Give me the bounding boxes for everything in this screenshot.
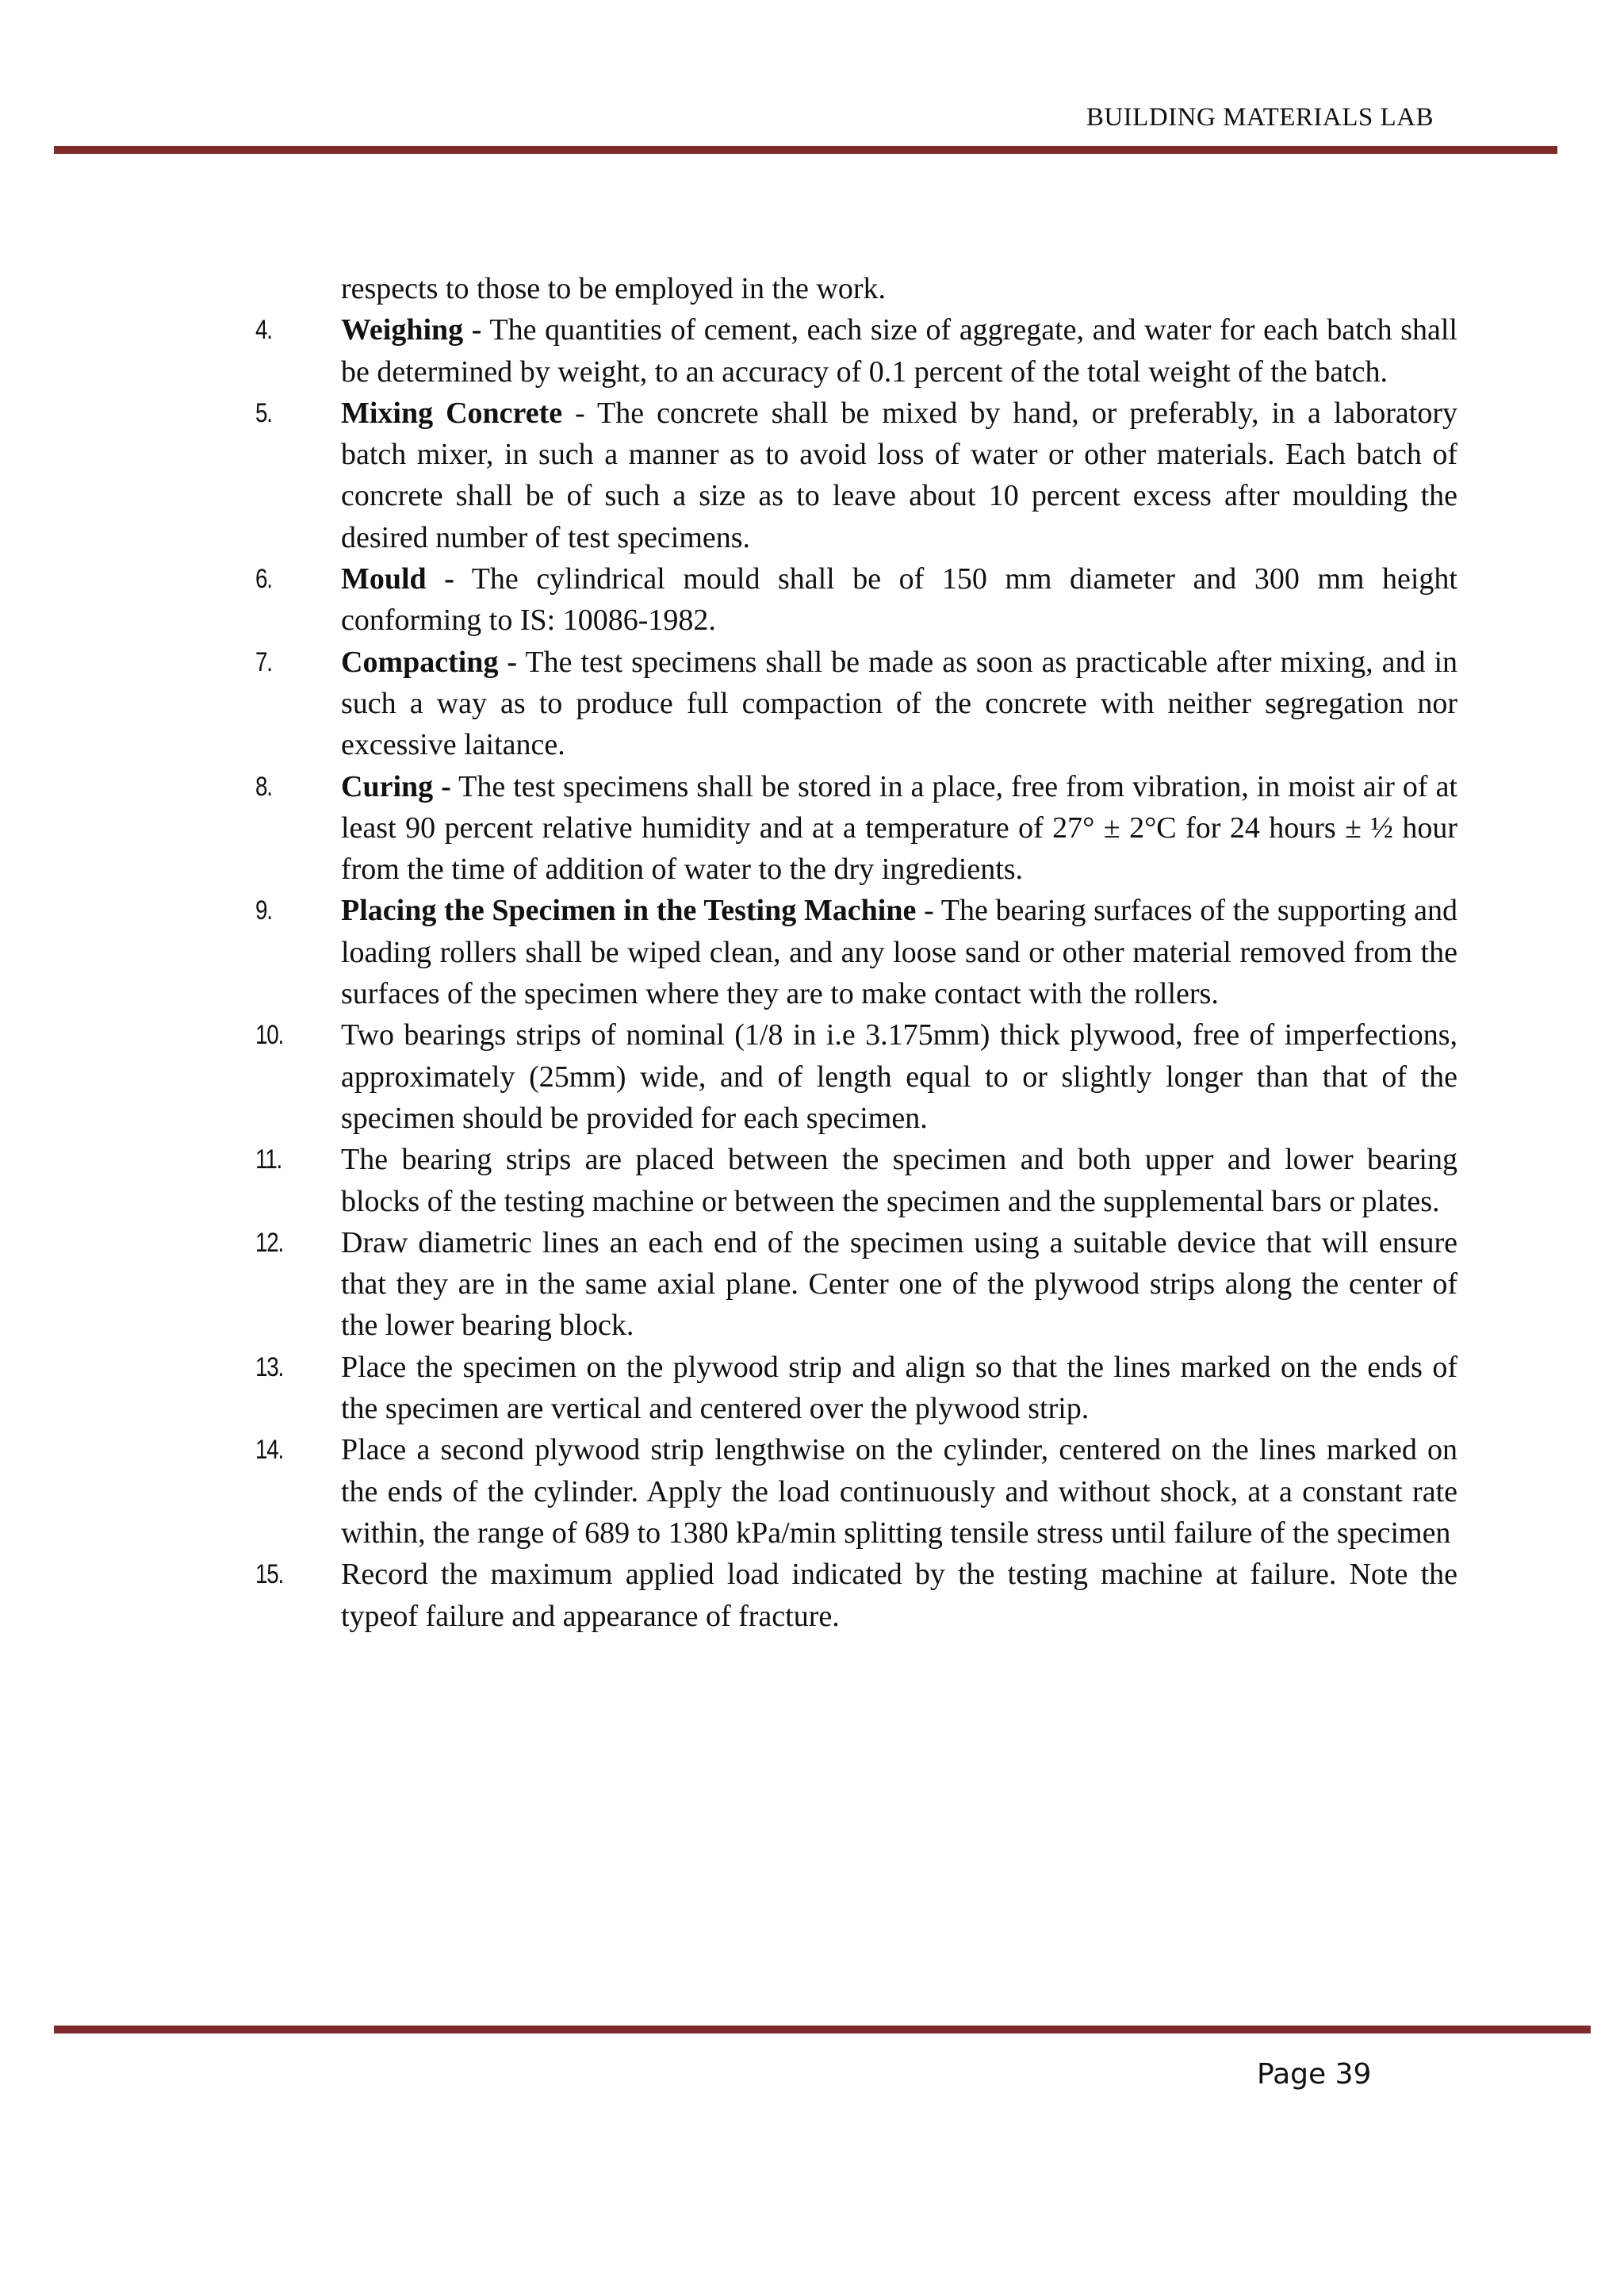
item-lead: Compacting - (341, 645, 518, 679)
list-item (0, 890, 1624, 1014)
item-number: 11. (255, 1144, 282, 1175)
item-number: 13. (255, 1351, 284, 1382)
item-text: Place a second plywood strip lengthwise on the cylinder, centered on the lines marked on the ends of the cylinder. Apply the load continuously and without shock, at a constant rate within, the range of 689 to 1380 kPa/min splitting tensile stress until failure of the specimen (341, 1433, 1457, 1550)
item-lead: Mixing Concrete (341, 396, 563, 430)
continuation-text: respects to those to be employed in the work. (341, 272, 887, 305)
item-body (341, 1222, 1457, 1347)
item-text: Record the maximum applied load indicated by the testing machine at failure. Note the typeof failure and appearance of fracture. (341, 1558, 1457, 1633)
item-lead: Placing the Specimen in the Testing Machine (341, 894, 917, 928)
item-number: 5. (255, 397, 272, 428)
item-body (341, 1347, 1457, 1430)
list-item (0, 309, 1624, 393)
item-number: 7. (255, 646, 272, 677)
list-item (0, 1139, 1624, 1222)
list-item (0, 558, 1624, 642)
item-body (341, 1554, 1457, 1637)
item-text: Place the specimen on the plywood strip and align so that the lines marked on the ends of the specimen are vertical and centered over the plywood strip. (341, 1350, 1457, 1426)
item-lead: Weighing - (341, 313, 482, 347)
item-number: 10. (255, 1020, 284, 1051)
item-number: 9. (255, 895, 272, 926)
item-body (341, 1429, 1457, 1554)
page-body (0, 268, 1624, 1637)
item-text: The test specimens shall be stored in a place, free from vibration, in moist air of at least 90 percent relative humidity and at a temperature of 27° ± 2°C for 24 hours ± ½ hour from the time of addition of water to the dry ingredients. (341, 769, 1457, 887)
item-number: 4. (255, 315, 272, 346)
list-item (0, 1014, 1624, 1139)
item-body (341, 558, 1457, 642)
item-body (341, 1014, 1457, 1139)
item-body (341, 890, 1457, 1014)
list-item (0, 1429, 1624, 1554)
item-body (341, 766, 1457, 891)
item-text: - The bearing surfaces of the supporting and loading rollers shall be wiped clean, and any loose sand or other material removed from the surfaces of the specimen where they are to make contact with the rollers. (341, 894, 1457, 1011)
list-item (0, 1347, 1624, 1430)
item-body (341, 642, 1457, 766)
item-number: 8. (255, 771, 272, 802)
list-item (0, 393, 1624, 558)
item-number: 14. (255, 1435, 284, 1466)
list-item (0, 642, 1624, 766)
item-text: Draw diametric lines an each end of the specimen using a suitable device that will ensure that they are in the same axial plane. Center one of the plywood strips along the center of the lower bearing block. (341, 1225, 1457, 1343)
item-text: Two bearings strips of nominal (1/8 in i.e 3.175mm) thick plywood, free of imperfections, approximately (25mm) wide, and of length equal to or slightly longer than that of the specimen should be provided for each specimen. (341, 1018, 1457, 1135)
item-number: 6. (255, 564, 272, 595)
item-body (341, 393, 1457, 558)
item-text: The quantities of cement, each size of aggregate, and water for each batch shall be determined by weight, to an accuracy of 0.1 percent of the total weight of the batch. (341, 313, 1457, 389)
page-number: Page 39 (1257, 2058, 1372, 2091)
item-body (341, 1139, 1457, 1222)
item-text: The cylindrical mould shall be of 150 mm diameter and 300 mm height conforming to IS: 10086-1982. (341, 562, 1457, 638)
running-header: BUILDING MATERIALS LAB (1086, 103, 1434, 132)
item-lead: Mould - (341, 562, 454, 596)
list-item (0, 766, 1624, 891)
item-body (341, 309, 1457, 393)
item-lead: Curing - (341, 769, 451, 803)
item-text: The test specimens shall be made as soon as practicable after mixing, and in such a way as to produce full compaction of the concrete with neither segregation nor excessive laitance. (341, 645, 1457, 762)
header-rule (54, 146, 1557, 154)
item-text: - The concrete shall be mixed by hand, or preferably, in a laboratory batch mixer, in such a manner as to avoid loss of water or other materials. Each batch of concrete shall be of such a size as to leave about 10 percent excess after moulding the desired number of test specimens. (341, 396, 1457, 554)
item-number: 12. (255, 1227, 284, 1258)
item-number: 15. (255, 1559, 284, 1590)
list-item (0, 1222, 1624, 1347)
item-text: The bearing strips are placed between the specimen and both upper and lower bearing blocks of the testing machine or between the specimen and the supplemental bars or plates. (341, 1143, 1457, 1218)
footer-rule (54, 2026, 1591, 2033)
list-item (0, 1554, 1624, 1637)
